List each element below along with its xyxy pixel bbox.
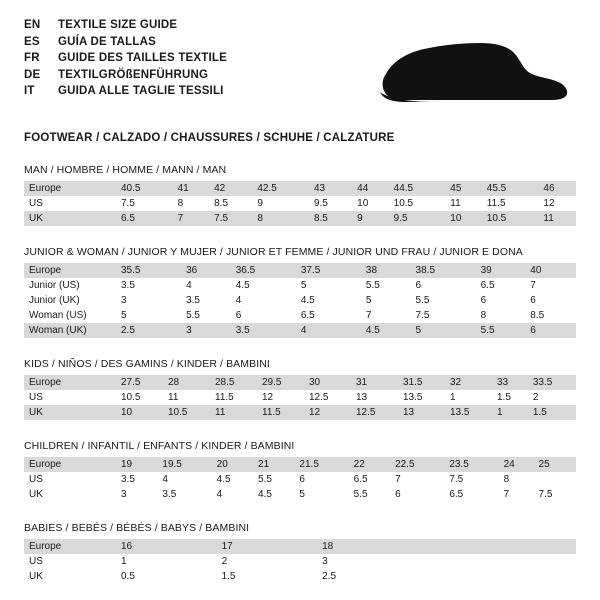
size-table-babies bbox=[24, 539, 576, 584]
size-cell: 5 bbox=[362, 293, 412, 308]
size-cell: 3 bbox=[318, 554, 419, 569]
size-cell: 1 bbox=[117, 554, 218, 569]
size-cell-empty bbox=[464, 539, 486, 554]
size-cell: 10.5 bbox=[390, 196, 447, 211]
language-code: FR bbox=[24, 52, 40, 64]
size-cell: 4 bbox=[297, 323, 362, 338]
row-label: Europe bbox=[24, 181, 117, 196]
row-label: UK bbox=[24, 405, 117, 420]
size-group-babies bbox=[24, 522, 576, 584]
language-title-body bbox=[24, 18, 227, 101]
language-title: GUÍA DE TALLAS bbox=[58, 35, 156, 48]
size-cell: 4.5 bbox=[297, 293, 362, 308]
size-table-body bbox=[24, 375, 576, 420]
size-cell: 12.5 bbox=[305, 390, 352, 405]
size-table-kids bbox=[24, 375, 576, 420]
table-row bbox=[24, 487, 576, 502]
language-row bbox=[24, 18, 227, 35]
size-table-junior-woman bbox=[24, 263, 576, 338]
row-label: Woman (US) bbox=[24, 308, 117, 323]
size-cell: 13.5 bbox=[399, 390, 446, 405]
size-cell: 43 bbox=[310, 181, 353, 196]
size-cell: 10.5 bbox=[164, 405, 211, 420]
size-cell-empty bbox=[531, 554, 553, 569]
size-cell: 6.5 bbox=[297, 308, 362, 323]
size-cell: 38 bbox=[362, 263, 412, 278]
language-title: TEXTILE SIZE GUIDE bbox=[58, 19, 178, 31]
table-row bbox=[24, 390, 576, 405]
row-label: Europe bbox=[24, 457, 117, 472]
size-cell-empty bbox=[509, 569, 531, 584]
size-cell: 20 bbox=[213, 457, 254, 472]
language-row bbox=[24, 68, 227, 85]
size-cell-empty bbox=[553, 569, 576, 584]
size-cell: 1 bbox=[446, 390, 493, 405]
size-cell: 5.5 bbox=[254, 472, 295, 487]
size-cell: 30 bbox=[305, 375, 352, 390]
size-cell: 4.5 bbox=[213, 472, 254, 487]
size-cell: 2 bbox=[218, 554, 319, 569]
table-row bbox=[24, 569, 576, 584]
size-cell: 2 bbox=[529, 390, 576, 405]
size-cell: 5 bbox=[412, 323, 477, 338]
size-cell: 1.5 bbox=[493, 390, 529, 405]
size-cell: 5 bbox=[295, 487, 349, 502]
language-title: TEXTILGRÖßENFÜHRUNG bbox=[58, 68, 209, 81]
language-code: EN bbox=[24, 19, 41, 31]
size-cell: 37.5 bbox=[297, 263, 362, 278]
language-code: DE bbox=[24, 68, 41, 81]
size-cell: 6 bbox=[391, 487, 445, 502]
size-cell: 7 bbox=[526, 278, 576, 293]
size-cell: 22 bbox=[350, 457, 391, 472]
size-cell: 11 bbox=[164, 390, 211, 405]
size-cell: 3.5 bbox=[182, 293, 232, 308]
size-cell: 7.5 bbox=[412, 308, 477, 323]
language-row bbox=[24, 84, 227, 101]
size-cell: 7 bbox=[500, 487, 535, 502]
size-cell: 6.5 bbox=[350, 472, 391, 487]
row-label: Europe bbox=[24, 539, 117, 554]
size-cell: 11.5 bbox=[211, 390, 258, 405]
size-cell: 10 bbox=[117, 405, 164, 420]
size-cell: 8.5 bbox=[526, 308, 576, 323]
size-cell: 0.5 bbox=[117, 569, 218, 584]
group-title: KIDS / NIÑOS / DES GAMINS / KINDER / BAMBINI bbox=[24, 358, 270, 370]
table-row bbox=[24, 263, 576, 278]
size-cell: 9.5 bbox=[390, 211, 447, 226]
size-cell: 23.5 bbox=[445, 457, 499, 472]
size-cell: 6 bbox=[232, 308, 297, 323]
language-row bbox=[24, 35, 227, 52]
size-cell: 3 bbox=[182, 323, 232, 338]
size-cell-empty bbox=[509, 539, 531, 554]
size-cell-empty bbox=[486, 539, 508, 554]
table-row bbox=[24, 181, 576, 196]
size-cell: 6 bbox=[526, 323, 576, 338]
size-cell: 12.5 bbox=[352, 405, 399, 420]
table-row bbox=[24, 457, 576, 472]
size-cell: 6 bbox=[526, 293, 576, 308]
row-label: Junior (UK) bbox=[24, 293, 117, 308]
table-row bbox=[24, 308, 576, 323]
size-cell: 5.5 bbox=[350, 487, 391, 502]
table-row bbox=[24, 554, 576, 569]
size-cell: 17 bbox=[218, 539, 319, 554]
size-cell: 5.5 bbox=[362, 278, 412, 293]
size-cell: 4 bbox=[213, 487, 254, 502]
size-cell: 38.5 bbox=[412, 263, 477, 278]
size-cell: 4.5 bbox=[232, 278, 297, 293]
table-row bbox=[24, 278, 576, 293]
size-table-body bbox=[24, 263, 576, 338]
language-code: ES bbox=[24, 35, 40, 48]
size-cell: 6.5 bbox=[117, 211, 174, 226]
size-cell-empty bbox=[464, 569, 486, 584]
size-cell: 10 bbox=[446, 211, 483, 226]
size-cell: 2.5 bbox=[318, 569, 419, 584]
size-cell: 13 bbox=[352, 390, 399, 405]
size-table-man bbox=[24, 181, 576, 226]
table-row bbox=[24, 211, 576, 226]
size-cell: 40 bbox=[526, 263, 576, 278]
language-title-table bbox=[24, 18, 227, 101]
size-cell-empty bbox=[419, 539, 441, 554]
size-table-body bbox=[24, 457, 576, 502]
size-cell: 35.5 bbox=[117, 263, 182, 278]
size-group-junior-woman bbox=[24, 246, 576, 338]
size-cell: 4.5 bbox=[254, 487, 295, 502]
size-cell: 7.5 bbox=[117, 196, 174, 211]
size-cell: 11.5 bbox=[258, 405, 305, 420]
size-cell-empty bbox=[441, 569, 463, 584]
size-cell: 21 bbox=[254, 457, 295, 472]
size-cell-empty bbox=[419, 554, 441, 569]
size-cell: 3 bbox=[117, 487, 158, 502]
row-label: Woman (UK) bbox=[24, 323, 117, 338]
size-cell-empty bbox=[553, 539, 576, 554]
size-table-children bbox=[24, 457, 576, 502]
group-title: CHILDREN / INFANTIL / ENFANTS / KINDER / BAMBINI bbox=[24, 440, 295, 452]
size-cell: 13 bbox=[399, 405, 446, 420]
size-cell-empty bbox=[531, 539, 553, 554]
size-cell: 11 bbox=[211, 405, 258, 420]
size-cell: 41 bbox=[174, 181, 211, 196]
size-cell: 12 bbox=[258, 390, 305, 405]
row-label: Europe bbox=[24, 263, 117, 278]
size-cell: 31 bbox=[352, 375, 399, 390]
size-group-man bbox=[24, 164, 576, 226]
size-cell: 5 bbox=[297, 278, 362, 293]
size-cell-empty bbox=[441, 539, 463, 554]
size-cell: 7 bbox=[174, 211, 211, 226]
size-cell-empty bbox=[419, 569, 441, 584]
size-cell: 1 bbox=[493, 405, 529, 420]
size-cell: 18 bbox=[318, 539, 419, 554]
size-cell-empty bbox=[486, 554, 508, 569]
size-cell bbox=[535, 472, 576, 487]
size-cell: 12 bbox=[305, 405, 352, 420]
size-cell: 10 bbox=[353, 196, 390, 211]
size-cell: 8 bbox=[500, 472, 535, 487]
size-cell: 45 bbox=[446, 181, 483, 196]
size-cell-empty bbox=[553, 554, 576, 569]
size-cell: 7 bbox=[362, 308, 412, 323]
language-title: GUIDE DES TAILLES TEXTILE bbox=[58, 52, 227, 64]
size-cell: 8 bbox=[477, 308, 527, 323]
page-header bbox=[24, 18, 576, 114]
dress-shoe-icon bbox=[362, 30, 572, 114]
size-cell: 9.5 bbox=[310, 196, 353, 211]
size-cell: 36 bbox=[182, 263, 232, 278]
size-cell: 39 bbox=[477, 263, 527, 278]
size-cell: 4 bbox=[182, 278, 232, 293]
row-label: UK bbox=[24, 211, 117, 226]
size-cell: 3.5 bbox=[117, 278, 182, 293]
size-cell: 46 bbox=[539, 181, 576, 196]
size-table-body bbox=[24, 181, 576, 226]
row-label: US bbox=[24, 472, 117, 487]
size-cell: 2.5 bbox=[117, 323, 182, 338]
size-table-body bbox=[24, 539, 576, 584]
footwear-section-title: FOOTWEAR / CALZADO / CHAUSSURES / SCHUHE / CALZATURE bbox=[24, 132, 395, 144]
size-cell: 44.5 bbox=[390, 181, 447, 196]
size-group-children bbox=[24, 440, 576, 502]
table-row bbox=[24, 472, 576, 487]
language-code: IT bbox=[24, 85, 35, 97]
size-cell: 6.5 bbox=[477, 278, 527, 293]
table-row bbox=[24, 293, 576, 308]
size-cell: 19 bbox=[117, 457, 158, 472]
size-cell: 44 bbox=[353, 181, 390, 196]
size-cell: 6 bbox=[412, 278, 477, 293]
size-cell: 9 bbox=[253, 196, 310, 211]
size-cell: 8.5 bbox=[310, 211, 353, 226]
table-row bbox=[24, 375, 576, 390]
size-cell: 4 bbox=[232, 293, 297, 308]
size-cell: 3 bbox=[117, 293, 182, 308]
group-title: MAN / HOMBRE / HOMME / MANN / MAN bbox=[24, 164, 227, 176]
size-cell: 7.5 bbox=[535, 487, 576, 502]
size-cell: 16 bbox=[117, 539, 218, 554]
table-row bbox=[24, 196, 576, 211]
row-label: UK bbox=[24, 487, 117, 502]
size-cell: 29.5 bbox=[258, 375, 305, 390]
language-row bbox=[24, 51, 227, 68]
size-cell: 19.5 bbox=[158, 457, 212, 472]
size-cell: 1.5 bbox=[218, 569, 319, 584]
size-cell: 13.5 bbox=[446, 405, 493, 420]
size-cell: 6 bbox=[477, 293, 527, 308]
size-cell-empty bbox=[486, 569, 508, 584]
language-title: GUIDA ALLE TAGLIE TESSILI bbox=[58, 85, 224, 97]
size-cell: 1.5 bbox=[529, 405, 576, 420]
size-cell: 11 bbox=[446, 196, 483, 211]
row-label: US bbox=[24, 554, 117, 569]
size-cell: 31.5 bbox=[399, 375, 446, 390]
size-cell: 25 bbox=[535, 457, 576, 472]
size-cell: 27.5 bbox=[117, 375, 164, 390]
size-cell: 11 bbox=[539, 211, 576, 226]
table-row bbox=[24, 323, 576, 338]
size-cell: 3.5 bbox=[232, 323, 297, 338]
size-cell: 28 bbox=[164, 375, 211, 390]
size-cell: 10.5 bbox=[117, 390, 164, 405]
size-cell: 22.5 bbox=[391, 457, 445, 472]
size-cell: 11.5 bbox=[483, 196, 540, 211]
row-label: Europe bbox=[24, 375, 117, 390]
size-cell: 5 bbox=[117, 308, 182, 323]
size-cell: 28.5 bbox=[211, 375, 258, 390]
size-cell: 7.5 bbox=[210, 211, 253, 226]
size-cell: 8 bbox=[174, 196, 211, 211]
size-cell: 24 bbox=[500, 457, 535, 472]
size-cell: 8 bbox=[253, 211, 310, 226]
row-label: Junior (US) bbox=[24, 278, 117, 293]
size-cell-empty bbox=[464, 554, 486, 569]
size-cell: 33.5 bbox=[529, 375, 576, 390]
size-cell: 21.5 bbox=[295, 457, 349, 472]
size-cell: 5.5 bbox=[477, 323, 527, 338]
row-label: US bbox=[24, 196, 117, 211]
group-title: BABIES / BEBÉS / BÉBÉS / BABYS / BAMBINI bbox=[24, 522, 250, 534]
size-cell: 3.5 bbox=[117, 472, 158, 487]
size-cell: 9 bbox=[353, 211, 390, 226]
size-cell: 40.5 bbox=[117, 181, 174, 196]
table-row bbox=[24, 405, 576, 420]
size-cell: 10.5 bbox=[483, 211, 540, 226]
size-cell: 6 bbox=[295, 472, 349, 487]
size-cell: 12 bbox=[539, 196, 576, 211]
size-cell: 5.5 bbox=[412, 293, 477, 308]
size-cell-empty bbox=[441, 554, 463, 569]
group-title: JUNIOR & WOMAN / JUNIOR Y MUJER / JUNIOR ET FEMME / JUNIOR UND FRAU / JUNIOR E DONA bbox=[24, 246, 523, 258]
size-cell: 7.5 bbox=[445, 472, 499, 487]
size-cell: 6.5 bbox=[445, 487, 499, 502]
size-group-kids bbox=[24, 358, 576, 420]
size-cell: 45.5 bbox=[483, 181, 540, 196]
size-cell: 36.5 bbox=[232, 263, 297, 278]
size-cell: 5.5 bbox=[182, 308, 232, 323]
size-cell: 42.5 bbox=[253, 181, 310, 196]
table-row bbox=[24, 539, 576, 554]
size-cell: 32 bbox=[446, 375, 493, 390]
size-cell: 3.5 bbox=[158, 487, 212, 502]
size-cell-empty bbox=[509, 554, 531, 569]
size-cell: 4.5 bbox=[362, 323, 412, 338]
size-cell: 8.5 bbox=[210, 196, 253, 211]
row-label: UK bbox=[24, 569, 117, 584]
size-cell: 33 bbox=[493, 375, 529, 390]
size-cell: 42 bbox=[210, 181, 253, 196]
row-label: US bbox=[24, 390, 117, 405]
size-cell: 7 bbox=[391, 472, 445, 487]
size-cell-empty bbox=[531, 569, 553, 584]
size-cell: 4 bbox=[158, 472, 212, 487]
